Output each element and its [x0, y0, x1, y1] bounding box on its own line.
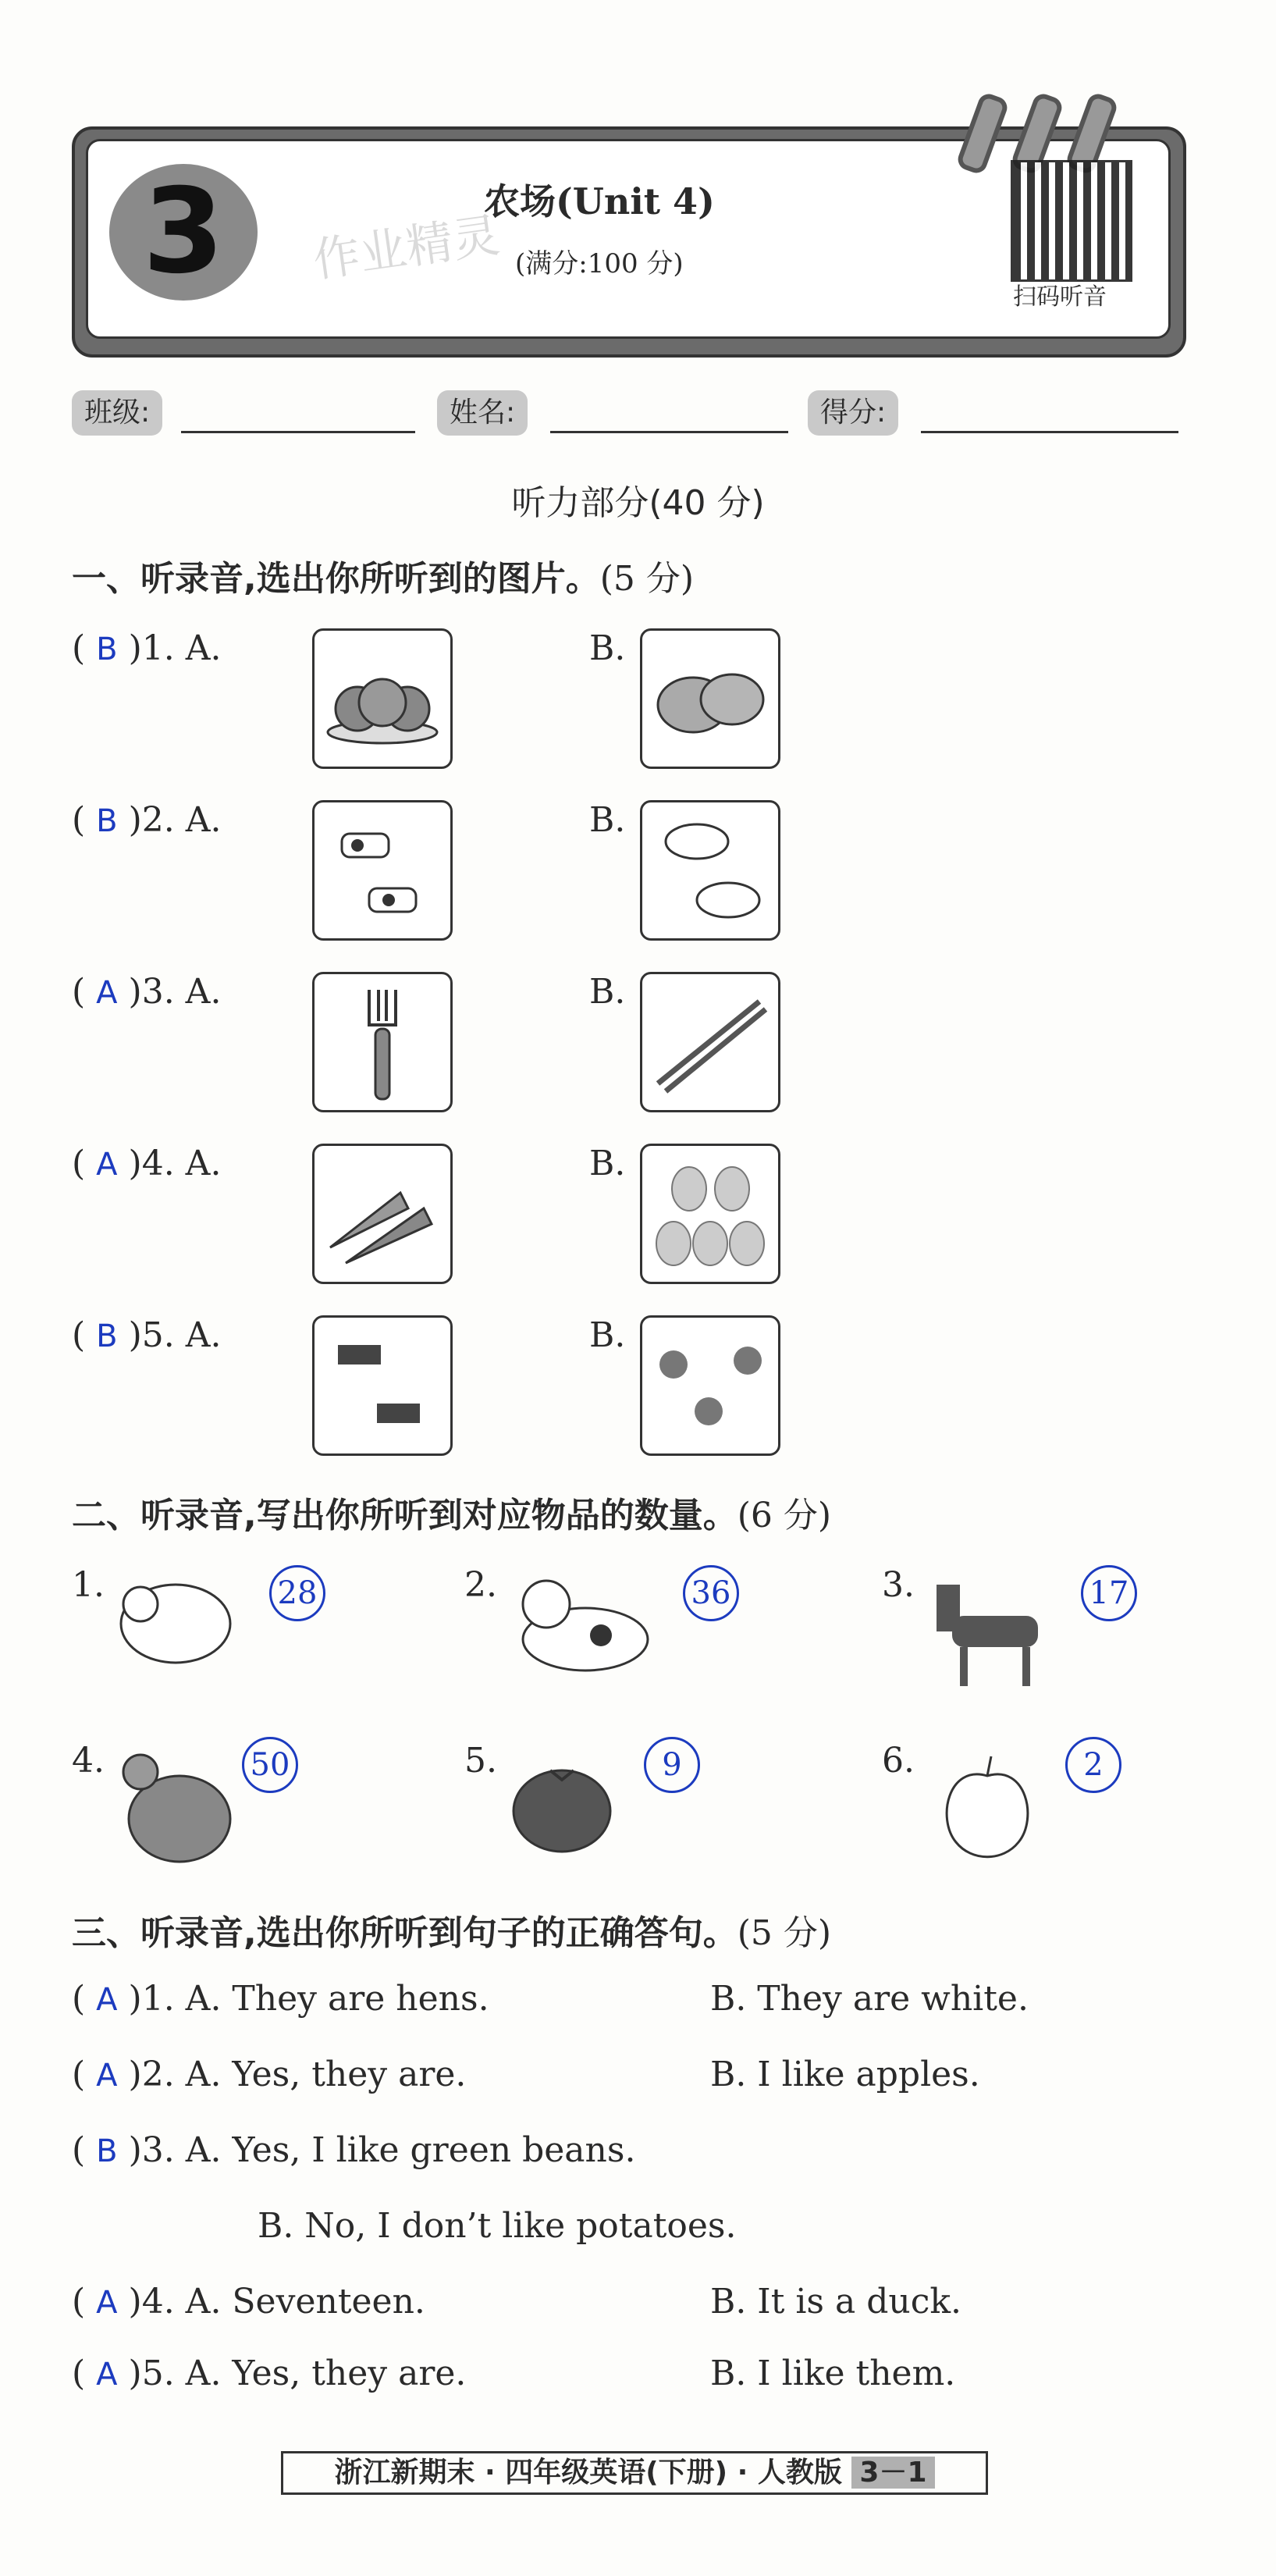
class-field[interactable] [181, 431, 415, 433]
s1-q1-b: B. [589, 628, 626, 668]
fork-icon[interactable] [312, 972, 453, 1112]
s1-q2-num: )2. A. [128, 800, 222, 840]
s1-q3: ( A )3. A. [72, 972, 222, 1012]
s2-item4-label: 4. [72, 1741, 105, 1781]
qr-label: 扫码听音 [1013, 283, 1107, 311]
s2-item1-answer: 28 [269, 1565, 325, 1621]
s1-q1-num: )1. A. [128, 628, 222, 668]
eggs-icon[interactable] [640, 1144, 780, 1284]
page-title: 农场(Unit 4) [484, 180, 715, 222]
hens-icon[interactable] [640, 1315, 780, 1456]
s1-q4-num: )4. A. [128, 1144, 222, 1183]
section3-heading-text: 三、听录音,选出你所听到句子的正确答句。 [72, 1913, 738, 1953]
chopsticks-icon[interactable] [640, 972, 780, 1112]
s1-q2-answer: B [96, 803, 118, 839]
s2-item2-answer: 36 [683, 1565, 739, 1621]
s3-q3: ( B )3. A. Yes, I like green beans. [72, 2130, 636, 2170]
s3-q2: ( A )2. A. Yes, they are. [72, 2055, 467, 2094]
s3-q4: ( A )4. A. Seventeen. [72, 2282, 425, 2322]
section1-points: (5 分) [599, 559, 695, 599]
s3-q3-option-b: B. No, I don’t like potatoes. [258, 2206, 737, 2246]
s1-q3-answer: A [96, 975, 118, 1011]
name-label: 姓名: [437, 390, 528, 436]
s2-item5-answer: 9 [644, 1737, 700, 1793]
s1-q5-answer: B [96, 1318, 118, 1354]
section1-heading [72, 550, 694, 600]
s3-q1: ( A )1. A. They are hens. [72, 1979, 489, 2019]
s2-item4-answer: 50 [242, 1737, 298, 1793]
cows-icon[interactable] [312, 800, 453, 941]
section3-heading [72, 1905, 831, 1955]
tomato-icon [507, 1749, 624, 1861]
footer [281, 2451, 988, 2495]
apple-icon [933, 1749, 1050, 1869]
s1-q5-b: B. [589, 1315, 626, 1355]
section1-heading-text: 一、听录音,选出你所听到的图片。 [72, 559, 600, 599]
s1-q2-b: B. [589, 800, 626, 840]
unit-number: 3 [142, 164, 225, 300]
s1-q2: ( B )2. A. [72, 800, 222, 840]
s1-q5: ( B )5. A. [72, 1315, 222, 1355]
s3-q2-option-a: )2. A. Yes, they are. [128, 2055, 467, 2094]
s3-q2-answer: A [96, 2058, 118, 2094]
s3-q3-answer: B [96, 2133, 118, 2169]
s3-q4-option-a: )4. A. Seventeen. [128, 2282, 425, 2322]
s1-q1: ( B )1. A. [72, 628, 222, 668]
s2-item6-answer: 2 [1065, 1737, 1121, 1793]
apples-icon[interactable] [312, 628, 453, 769]
section2-points: (6 分) [737, 1496, 832, 1535]
s3-q5: ( A )5. A. Yes, they are. [72, 2354, 467, 2393]
s3-q5-option-b: B. I like them. [710, 2354, 956, 2393]
horses-icon[interactable] [312, 1315, 453, 1456]
s1-q4-answer: A [96, 1147, 118, 1183]
listening-section-title: 听力部分(40 分) [511, 483, 765, 523]
s2-item6-label: 6. [882, 1741, 915, 1781]
horse-icon [921, 1569, 1069, 1705]
s2-item5-label: 5. [464, 1741, 497, 1781]
s3-q2-option-b: B. I like apples. [710, 2055, 980, 2094]
s2-item2-label: 2. [464, 1565, 497, 1605]
name-field[interactable] [550, 431, 788, 433]
s3-q5-option-a: )5. A. Yes, they are. [128, 2354, 467, 2393]
s2-item1-label: 1. [72, 1565, 105, 1605]
s1-q5-num: )5. A. [128, 1315, 222, 1355]
s1-q4: ( A )4. A. [72, 1144, 222, 1183]
page-number: 3－1 [851, 2457, 934, 2489]
s1-q3-num: )3. A. [128, 972, 222, 1012]
s3-q1-option-b: B. They are white. [710, 1979, 1029, 2019]
qr-code-icon[interactable] [1011, 160, 1132, 282]
class-label: 班级: [72, 390, 162, 436]
s1-q3-b: B. [589, 972, 626, 1012]
s3-q4-answer: A [96, 2285, 118, 2321]
sheep-icon[interactable] [640, 800, 780, 941]
section3-points: (5 分) [737, 1913, 832, 1953]
s1-q1-answer: B [96, 632, 118, 667]
s3-q5-answer: A [96, 2357, 118, 2393]
s2-item3-answer: 17 [1081, 1565, 1137, 1621]
cow-icon [499, 1561, 663, 1705]
s1-q4-b: B. [589, 1144, 626, 1183]
s3-q3-option-a: )3. A. Yes, I like green beans. [128, 2130, 636, 2170]
potatoes-icon[interactable] [640, 628, 780, 769]
section2-heading-text: 二、听录音,写出你所听到对应物品的数量。 [72, 1496, 738, 1535]
s3-q1-option-a: )1. A. They are hens. [128, 1979, 489, 2019]
sheep-icon [109, 1561, 242, 1697]
score-label: 得分: [808, 390, 898, 436]
watermark: 作业精灵 [309, 208, 503, 289]
page-subtitle: (满分:100 分) [515, 248, 684, 279]
carrots-icon[interactable] [312, 1144, 453, 1284]
s2-item3-label: 3. [882, 1565, 915, 1605]
score-field[interactable] [921, 431, 1178, 433]
s3-q1-answer: A [96, 1982, 118, 2018]
footer-text: 浙江新期末 · 四年级英语(下册) · 人教版 [334, 2457, 842, 2489]
section2-heading [72, 1487, 831, 1537]
hen-icon [109, 1733, 242, 1892]
s3-q4-option-b: B. It is a duck. [710, 2282, 962, 2322]
